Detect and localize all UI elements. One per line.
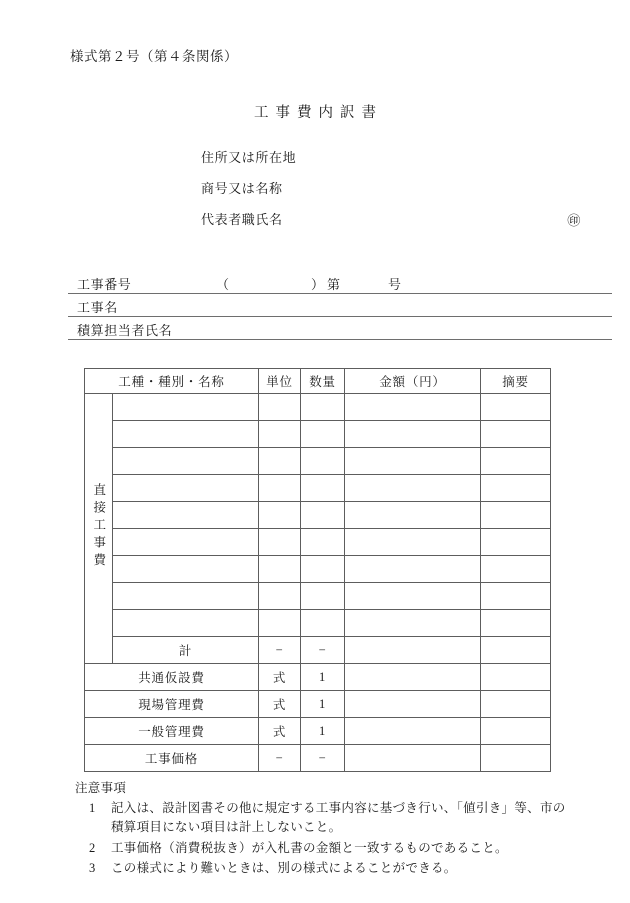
summary-amount-cell[interactable]: [345, 691, 481, 718]
item-note-cell[interactable]: [481, 610, 551, 637]
summary-unit-cell: −: [259, 745, 301, 772]
note-number: 2: [89, 840, 96, 855]
table-row-summary: [85, 745, 551, 772]
note-text: この様式により難いときは、別の様式によることができる。: [111, 861, 457, 876]
summary-name-cell: 一般管理費: [85, 718, 259, 745]
item-note-cell[interactable]: [481, 556, 551, 583]
item-note-cell[interactable]: [481, 502, 551, 529]
item-name-cell[interactable]: [113, 610, 259, 637]
project-info-row-name: [68, 294, 612, 317]
item-unit-cell[interactable]: [259, 502, 301, 529]
summary-note-cell[interactable]: [481, 718, 551, 745]
item-amount-cell[interactable]: [345, 475, 481, 502]
table-header-row: [85, 369, 551, 394]
declarant-row-representative: [201, 209, 581, 240]
subtotal-unit-cell: −: [259, 637, 301, 664]
summary-unit-cell: 式: [259, 691, 301, 718]
declarant-row-company: [201, 178, 581, 209]
summary-quantity-cell: 1: [301, 718, 345, 745]
item-unit-cell[interactable]: [259, 529, 301, 556]
item-name-cell[interactable]: [113, 475, 259, 502]
item-amount-cell[interactable]: [345, 529, 481, 556]
declarant-block: [201, 147, 581, 240]
item-name-cell[interactable]: [113, 556, 259, 583]
cost-breakdown-table: [84, 368, 551, 772]
item-amount-cell[interactable]: [345, 448, 481, 475]
summary-name-cell: 現場管理費: [85, 691, 259, 718]
item-quantity-cell[interactable]: [301, 502, 345, 529]
table-row: [85, 610, 551, 637]
item-unit-cell[interactable]: [259, 475, 301, 502]
item-quantity-cell[interactable]: [301, 475, 345, 502]
summary-amount-cell[interactable]: [345, 718, 481, 745]
table-row: [85, 583, 551, 610]
table-row: [85, 475, 551, 502]
note-number: 1: [89, 801, 96, 815]
item-unit-cell[interactable]: [259, 448, 301, 475]
summary-name-cell: 共通仮設費: [85, 664, 259, 691]
table-row-subtotal: [85, 637, 551, 664]
summary-name-cell: 工事価格: [85, 745, 259, 772]
note-number: 3: [89, 861, 96, 876]
project-number-paren-close: ）: [311, 277, 325, 292]
item-quantity-cell[interactable]: [301, 529, 345, 556]
item-name-cell[interactable]: [113, 502, 259, 529]
project-info-block: [68, 271, 612, 340]
summary-note-cell[interactable]: [481, 691, 551, 718]
item-unit-cell[interactable]: [259, 394, 301, 421]
item-quantity-cell[interactable]: [301, 448, 345, 475]
item-amount-cell[interactable]: [345, 610, 481, 637]
summary-quantity-cell: 1: [301, 664, 345, 691]
project-info-row-estimator: [68, 317, 612, 340]
project-number-gou: 号: [388, 277, 402, 292]
table-row-summary: [85, 718, 551, 745]
item-amount-cell[interactable]: [345, 502, 481, 529]
declarant-label-address: 住所又は所在地: [201, 150, 297, 165]
declarant-label-representative: 代表者職氏名: [201, 212, 283, 227]
table-row: [85, 502, 551, 529]
header-note: 摘要: [481, 369, 551, 394]
project-name-label: 工事名: [77, 300, 118, 315]
header-amount: 金額（円）: [345, 369, 481, 394]
item-amount-cell[interactable]: [345, 421, 481, 448]
summary-note-cell[interactable]: [481, 745, 551, 772]
summary-quantity-cell: 1: [301, 691, 345, 718]
header-unit: 単位: [259, 369, 301, 394]
table-body: [85, 394, 551, 772]
project-number-label: 工事番号: [77, 277, 132, 292]
subtotal-quantity-cell: −: [301, 637, 345, 664]
item-name-cell[interactable]: [113, 529, 259, 556]
table-row-summary: [85, 664, 551, 691]
item-unit-cell[interactable]: [259, 610, 301, 637]
estimator-name-label: 積算担当者氏名: [77, 323, 173, 338]
item-note-cell[interactable]: [481, 448, 551, 475]
item-quantity-cell[interactable]: [301, 556, 345, 583]
summary-note-cell[interactable]: [481, 664, 551, 691]
item-amount-cell[interactable]: [345, 556, 481, 583]
subtotal-name-cell: 計: [113, 637, 259, 664]
group-label-text: 直接工事費: [91, 482, 106, 571]
item-name-cell[interactable]: [113, 448, 259, 475]
item-note-cell[interactable]: [481, 583, 551, 610]
note-item: [75, 799, 575, 837]
seal-icon: ㊞: [567, 213, 581, 228]
subtotal-note-cell[interactable]: [481, 637, 551, 664]
note-text: 記入は、設計図書その他に規定する工事内容に基づき行い、「値引き」等、市の積算項目にない項目は計上しないこと。: [111, 801, 566, 834]
summary-unit-cell: 式: [259, 664, 301, 691]
item-name-cell[interactable]: [113, 421, 259, 448]
header-name: 工種・種別・名称: [85, 369, 259, 394]
notes-section: [75, 778, 575, 880]
table-row: [85, 421, 551, 448]
item-name-cell[interactable]: [113, 583, 259, 610]
declarant-row-address: [201, 147, 581, 178]
item-quantity-cell[interactable]: [301, 394, 345, 421]
item-unit-cell[interactable]: [259, 583, 301, 610]
item-note-cell[interactable]: [481, 394, 551, 421]
form-number: 様式第２号（第４条関係）: [70, 49, 238, 64]
group-label-direct-cost: [85, 394, 113, 664]
notes-heading: 注意事項: [75, 781, 127, 795]
item-quantity-cell[interactable]: [301, 610, 345, 637]
summary-amount-cell[interactable]: [345, 745, 481, 772]
summary-amount-cell[interactable]: [345, 664, 481, 691]
item-amount-cell[interactable]: [345, 394, 481, 421]
project-number-dai: 第: [327, 277, 341, 292]
notes-list: [75, 799, 575, 878]
note-text: 工事価格（消費税抜き）が入札書の金額と一致するものであること。: [111, 840, 508, 855]
note-item: [75, 859, 575, 878]
summary-unit-cell: 式: [259, 718, 301, 745]
item-note-cell[interactable]: [481, 475, 551, 502]
table-row: [85, 529, 551, 556]
item-quantity-cell[interactable]: [301, 421, 345, 448]
table-row: [85, 394, 551, 421]
item-unit-cell[interactable]: [259, 421, 301, 448]
declarant-label-company: 商号又は名称: [201, 181, 283, 196]
project-number-paren-open: （: [216, 277, 230, 292]
summary-quantity-cell: −: [301, 745, 345, 772]
project-info-row-number: [68, 271, 612, 294]
table-row: [85, 448, 551, 475]
subtotal-amount-cell[interactable]: [345, 637, 481, 664]
table-row-summary: [85, 691, 551, 718]
table-row: [85, 556, 551, 583]
item-note-cell[interactable]: [481, 421, 551, 448]
page-title: 工事費内訳書: [254, 105, 383, 121]
item-name-cell[interactable]: [113, 394, 259, 421]
item-note-cell[interactable]: [481, 529, 551, 556]
header-quantity: 数量: [301, 369, 345, 394]
item-unit-cell[interactable]: [259, 556, 301, 583]
item-quantity-cell[interactable]: [301, 583, 345, 610]
note-item: [75, 839, 575, 858]
item-amount-cell[interactable]: [345, 583, 481, 610]
